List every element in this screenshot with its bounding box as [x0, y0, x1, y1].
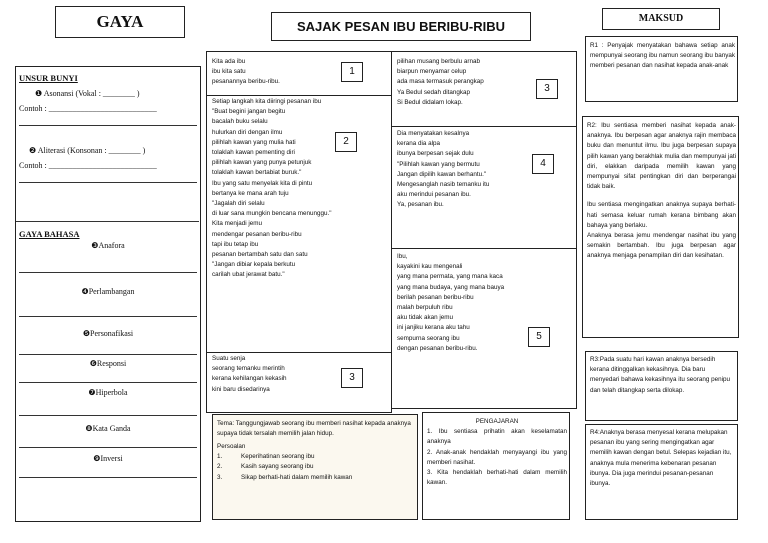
stanza-line: Dia menyatakan kesalnya	[397, 130, 470, 137]
line	[19, 316, 197, 317]
stanza-line: "Buat begini jangan begitu	[212, 108, 286, 116]
stanza-line: pilihlah kawan yang punya petunjuk	[212, 159, 312, 167]
maksud-r3: R3:Pada suatu hari kawan anaknya bersedih kerana ditinggalkan kekasihnya. Dia baru menyedari bahawa kekasihnya itu seorang penipu dan telah ditangkap serta dilokap.	[590, 356, 731, 394]
persoalan-num: 2.	[217, 463, 223, 471]
gaya-item-hiperbola: ❼Hiperbola	[88, 388, 128, 397]
pengajaran-item: 2. Anak-anak hendaklah menyayangi ibu yang memberi nasihat.	[427, 448, 567, 466]
aliterasi-label: ❷ Aliterasi (Konsonan : ________ )	[29, 146, 146, 155]
stanza-line: berilah pesanan beribu-ribu	[397, 293, 474, 301]
poem-right-column	[391, 51, 577, 409]
gaya-item-kata-ganda: ❽Kata Ganda	[85, 424, 131, 433]
stanza-line: Si Bedul didalam lokap.	[397, 98, 463, 106]
stanza-line: Kita menjadi jemu	[212, 220, 263, 228]
stanza-line: Jangan dipilih kawan berhantu."	[397, 170, 487, 178]
persoalan-num: 3.	[217, 473, 223, 481]
tema-box	[212, 414, 418, 520]
persoalan-item	[217, 473, 413, 483]
stanza-line: tolaklah kawan bertabiat buruk."	[212, 169, 302, 177]
stanza-line: Ibu,	[397, 253, 408, 260]
persoalan-text: Keperihatinan seorang ibu	[241, 453, 315, 461]
gaya-item-inversi: ❾Inversi	[93, 454, 123, 463]
stanza-line: ibu kita satu	[212, 68, 246, 76]
maksud-r2-para1: R2: Ibu sentiasa memberi nasihat kepada anak-anaknya. Ibu berpesan agar anaknya rajin membaca buku dan menuntut ilmu. Ibu juga berpesan supaya pilih kawan yang berakhlak mulia dan mempunyai jati diri, elakkan daripada memilih kawan yang mempunyai sifat pentingkan diri dan berperangai tidak baik.	[587, 122, 736, 191]
persoalan-title: Persoalan	[217, 443, 246, 450]
line	[19, 477, 197, 478]
gaya-title-box	[55, 6, 185, 38]
stanza-number: 5	[528, 327, 550, 347]
stanza-line: kini baru disedarinya	[212, 385, 270, 393]
line	[19, 125, 197, 126]
line	[19, 382, 197, 383]
stanza-number: 3	[341, 368, 363, 388]
stanza-number: 3	[536, 79, 558, 99]
stanza-line: Ya, pesanan ibu.	[397, 201, 444, 209]
pengajaran-item: 1. Ibu sentiasa prihatin akan keselamatan anaknya	[427, 428, 567, 446]
stanza-line: Ibu yang satu menyelak kita di pintu	[212, 179, 313, 187]
stanza-line: kayakini kau mengenali	[397, 263, 463, 271]
stanza-number: 1	[341, 62, 363, 82]
stanza-line: dengan pesanan beribu-ribu.	[397, 344, 478, 352]
stanza-line: pilihlah kawan yang mulia hati	[212, 138, 296, 146]
stanza-line: seorang temanku merintih	[212, 365, 285, 373]
tema-text: Tema: Tanggungjawab seorang ibu memberi nasihat kepada anaknya supaya tidak tersalah memilih jalan hidup.	[217, 420, 411, 437]
asonansi-label: ❶ Asonansi (Vokal : ________ )	[35, 89, 140, 98]
stanza-line: Mengesanglah nasib temanku itu	[397, 181, 490, 189]
maksud-r3-box	[585, 351, 738, 421]
stanza-line: yang mana budaya, yang mana bauya	[397, 283, 505, 291]
contoh-2: Contoh : ___________________________	[19, 161, 157, 170]
stanza-line: ini janjiku kerana aku tahu	[397, 324, 470, 332]
stanza-line: aku tidak akan jemu	[397, 314, 454, 322]
stanza-line: "Jangan dibiar kepala berkutu	[212, 261, 296, 269]
stanza-line: ada masa termasuk perangkap	[397, 78, 484, 86]
gaya-item-responsi: ❻Responsi	[89, 359, 127, 368]
maksud-title-box	[602, 8, 720, 30]
stanza-line: aku merindui pesanan ibu.	[397, 191, 471, 199]
stanza-2	[212, 97, 390, 281]
stanza-line: kerana kehilangan kekasih	[212, 375, 287, 383]
gaya-item-personafikasi: ❺Personafikasi	[82, 329, 134, 338]
line	[19, 354, 197, 355]
pengajaran-item: 3. Kita hendaklah berhati-hati dalam memilih kawan.	[427, 469, 567, 487]
maksud-r1-box	[585, 36, 738, 102]
stanza-line: hulurkan diri dengan ilmu	[212, 128, 283, 136]
stanza-line: yang mana permata, yang mana kaca	[397, 273, 503, 281]
stanza-line: bacalah buku selalu	[212, 118, 268, 126]
line	[19, 272, 197, 273]
stanza-line: ibunya berpesan sejak dulu	[397, 150, 474, 158]
maksud-r4-box	[585, 424, 738, 520]
stanza-line: di luar sana mungkin bencana menunggu."	[212, 210, 332, 218]
persoalan-text: Kasih sayang seorang ibu	[241, 463, 314, 471]
stanza-line: pilihan musang berbulu arnab	[397, 58, 480, 65]
stanza-line: "Jagalah diri selalu	[212, 200, 265, 208]
main-title-box	[271, 12, 531, 41]
gaya-item-anafora: ❸Anafora	[91, 241, 125, 250]
stanza-line: Ya Bedul sedah ditangkap	[397, 88, 471, 96]
persoalan-text: Sikap berhati-hati dalam memilih kawan	[241, 473, 353, 481]
persoalan-num: 1.	[217, 453, 223, 461]
stanza-line: bertanya ke mana arah tuju	[212, 189, 289, 197]
line	[19, 182, 197, 183]
pengajaran-box	[422, 412, 570, 520]
gaya-bahasa-title: GAYA BAHASA	[19, 229, 80, 239]
contoh-1: Contoh : ___________________________	[19, 104, 157, 113]
stanza-line: carilah ubat jerawat batu."	[212, 271, 285, 279]
maksud-r2-para3: Anaknya berasa jemu mendengar nasihat ibu yang semakin bertambah. Ibu juga berpesan agar anaknya menjaga penampilan diri dan kesihatan.	[587, 232, 736, 260]
maksud-title: MAKSUD	[638, 13, 684, 24]
stanza-line: biarpun menyamar celup	[397, 68, 467, 76]
persoalan-item	[217, 452, 413, 462]
gaya-title: GAYA	[96, 12, 144, 31]
stanza-line: pesanan bertambah satu dan satu	[212, 251, 308, 259]
stanza-line: tolaklah kawan pementing diri	[212, 149, 295, 157]
stanza-line: kerana dia alpa	[397, 140, 441, 148]
stanza-number: 4	[532, 154, 554, 174]
stanza-line: tapi ibu tetap ibu	[212, 240, 259, 248]
stanza-line: Setiap langkah kita diiringi pesanan ibu	[212, 98, 322, 105]
stanza-line: pesanannya beribu-ribu.	[212, 78, 280, 86]
line	[19, 415, 197, 416]
left-panel	[15, 66, 201, 522]
stanza-line: Suatu senja	[212, 355, 246, 362]
maksud-r2-box	[582, 116, 739, 338]
stanza-line: mendengar pesanan beribu-ribu	[212, 230, 302, 238]
poem-left-column	[206, 51, 392, 413]
stanza-line: malah berpuluh ribu	[397, 304, 453, 312]
line	[19, 447, 197, 448]
stanza-line: sempurna seorang ibu	[397, 334, 460, 342]
pengajaran-title: PENGAJARAN	[475, 418, 519, 425]
gaya-item-perlambangan: ❹Perlambangan	[81, 287, 135, 296]
maksud-r4: R4:Anaknya berasa menyesal kerana melupakan pesanan ibu yang sering mengingatkan agar memilih kawan dengan betul. Selepas kejadian itu, anaknya mula menerima kebenaran pesanan ibunya. Dia juga merindui pesanan-pesanan ibunya.	[590, 429, 732, 488]
stanza-line: Kita ada ibu	[212, 58, 246, 65]
maksud-r2-para2: Ibu sentiasa mengingatkan anaknya supaya berhati-hati semasa keluar rumah kerana bimbang akan bahaya yang berlaku.	[587, 201, 736, 229]
main-title: SAJAK PESAN IBU BERIBU-RIBU	[296, 19, 506, 34]
unsur-bunyi-title: UNSUR BUNYI	[19, 73, 78, 83]
stanza-line: "Pilihlah kawan yang bermutu	[397, 160, 480, 168]
maksud-r1: R1 : Penyajak menyatakan bahawa setiap anak mempunyai seorang ibu namun seorang ibu banyak memberi pesanan dan nasihat kepada anak-anak	[590, 42, 735, 70]
persoalan-item	[217, 462, 413, 472]
stanza-number: 2	[335, 132, 357, 152]
